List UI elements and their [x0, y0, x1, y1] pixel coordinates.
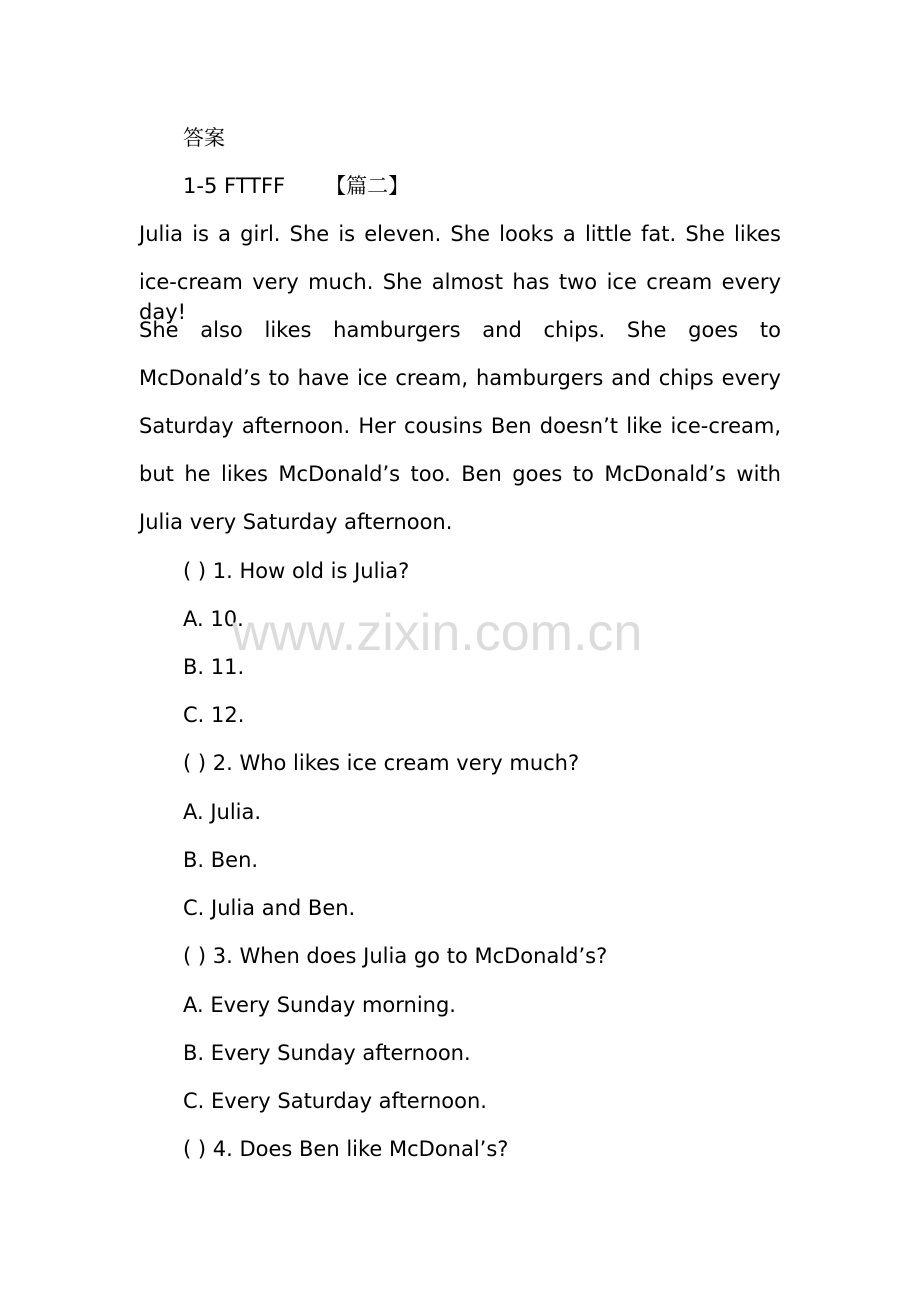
question-3-option-b: B. Every Sunday afternoon. — [183, 1041, 471, 1065]
passage-line-5: Saturday afternoon. Her cousins Ben doesn’t like ice-cream, — [139, 414, 781, 438]
answer-key: 1-5 FTTFF — [183, 174, 286, 198]
question-1-option-b: B. 11. — [183, 655, 245, 679]
question-3: ( ) 3. When does Julia go to McDonald’s? — [183, 944, 608, 968]
passage-line-4: McDonald’s to have ice cream, hamburgers and chips every — [139, 366, 781, 390]
passage-line-1: Julia is a girl. She is eleven. She looks a little fat. She likes — [139, 222, 781, 246]
question-2: ( ) 2. Who likes ice cream very much? — [183, 751, 580, 775]
question-1-option-a: A. 10. — [183, 607, 244, 631]
passage-line-3: She also likes hamburgers and chips. She goes to — [139, 318, 781, 342]
question-1: ( ) 1. How old is Julia? — [183, 559, 410, 583]
passage-line-2: ice-cream very much. She almost has two ice cream every day! — [139, 270, 781, 324]
question-2-option-b: B. Ben. — [183, 848, 259, 872]
answer-heading: 答案 — [183, 126, 225, 150]
watermark: www.zixin.com.cn — [232, 604, 643, 662]
answer-key-line — [183, 171, 409, 201]
section-tag: 【篇二】 — [325, 174, 410, 198]
passage-line-7: Julia very Saturday afternoon. — [139, 510, 453, 534]
question-3-option-a: A. Every Sunday morning. — [183, 993, 456, 1017]
question-2-option-c: C. Julia and Ben. — [183, 896, 356, 920]
question-3-option-c: C. Every Saturday afternoon. — [183, 1089, 487, 1113]
question-1-option-c: C. 12. — [183, 703, 245, 727]
question-4: ( ) 4. Does Ben like McDonal’s? — [183, 1137, 509, 1161]
passage-line-6: but he likes McDonald’s too. Ben goes to McDonald’s with — [139, 462, 781, 486]
question-2-option-a: A. Julia. — [183, 800, 262, 824]
